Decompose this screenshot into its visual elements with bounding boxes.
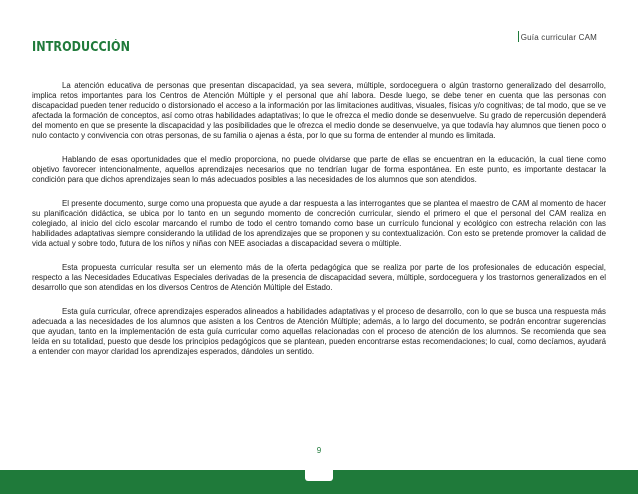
paragraph: Hablando de esas oportunidades que el medio proporciona, no puede olvidarse que parte de ellas se encuentran en la educación, la cual tiene como objetivo favorecer intencionalmente, aquellos aprendizajes necesarios que no tendrían lugar de forma espontánea. En este punto, es importante destacar la condición para que dichos aprendizajes sean lo más adecuados posibles a las necesidades de los alumnos que son atendidos. <box>32 154 606 184</box>
running-header <box>518 31 597 42</box>
header-divider <box>518 31 519 42</box>
paragraph: Esta propuesta curricular resulta ser un elemento más de la oferta pedagógica que se realiza por parte de los profesionales de educación especial, respecto a las Necesidades Educativas Especiales derivadas de la presencia de discapacidad severa, múltiple, sordoceguera y los trastornos generalizados en el desarrollo que son atendidas en los diversos Centros de Atención Múltiple del Estado. <box>32 263 606 292</box>
page-number: 9 <box>316 446 322 455</box>
paragraph: La atención educativa de personas que presentan discapacidad, ya sea severa, múltiple, sordoceguera o algún trastorno generalizado del desarrollo, implica retos importantes para los Centros de Atención Múltiple y el personal que ahí labora. Desde luego, se debe tener en cuenta que las personas con discapacidad pueden tener reducido o distorsionado el acceso a la información por las limitaciones auditivas, visuales, físicas y/o cognitivas; de tal modo, que se ve afectada la formación de conceptos, así como otras habilidades adaptativas; lo que le ofrezca el medio donde se desenvuelve. Su grado de repercusión dependerá del momento en que se presente la discapacidad y las posibilidades que le ofrezca el medio donde se desenvuelve, ya que todavía hay alumnos que tienen poco o nulo contacto y convivencia con otras personas, de su familia o ajenas a ésta, por lo que su forma de entender al mundo es limitada. <box>32 81 606 140</box>
paragraph: Esta guía curricular, ofrece aprendizajes esperados alineados a habilidades adaptativas y el proceso de desarrollo, con lo que se busca una respuesta más adecuada a las necesidades de los alumnos que asisten a los Centros de Atención Múltiple; además, a lo largo del documento, se podrán encontrar sugerencias que ayudan, tanto en la implementación de esta guía curricular como aquellas relacionadas con el proceso de atención de los alumnos. Se recomienda que sea leída en su totalidad, puesto que desde los principios pedagógicos que se plantean, pueden encontrarse estas recomendaciones; lo cual, como decíamos, ayudará a entender con mayor claridad los aprendizajes esperados, dándoles un sentido. <box>32 307 606 357</box>
header-label: Guía curricular CAM <box>520 33 597 42</box>
body-text <box>32 81 606 371</box>
paragraph: El presente documento, surge como una propuesta que ayude a dar respuesta a las interrogantes que se plantea el maestro de CAM al momento de hacer su planificación didáctica, se ubica por lo tanto en un segundo momento de concreción curricular, siendo el primero el que el personal del CAM realiza en colegiado, al inicio del ciclo escolar marcando el rumbo de todo el centro tomando como base un currículo funcional y ecológico con estrecha relación con las habilidades adaptativas siempre considerando la utilidad de los aprendizajes que se proponen y su contextualización. Con esto se pretende promover la calidad de vida actual y sobre todo, futura de los niños y niñas con NEE asociadas a discapacidad severa o múltiple. <box>32 199 606 248</box>
page-title: INTRODUCCIÓN <box>32 40 131 55</box>
page-number-tab <box>305 456 333 481</box>
